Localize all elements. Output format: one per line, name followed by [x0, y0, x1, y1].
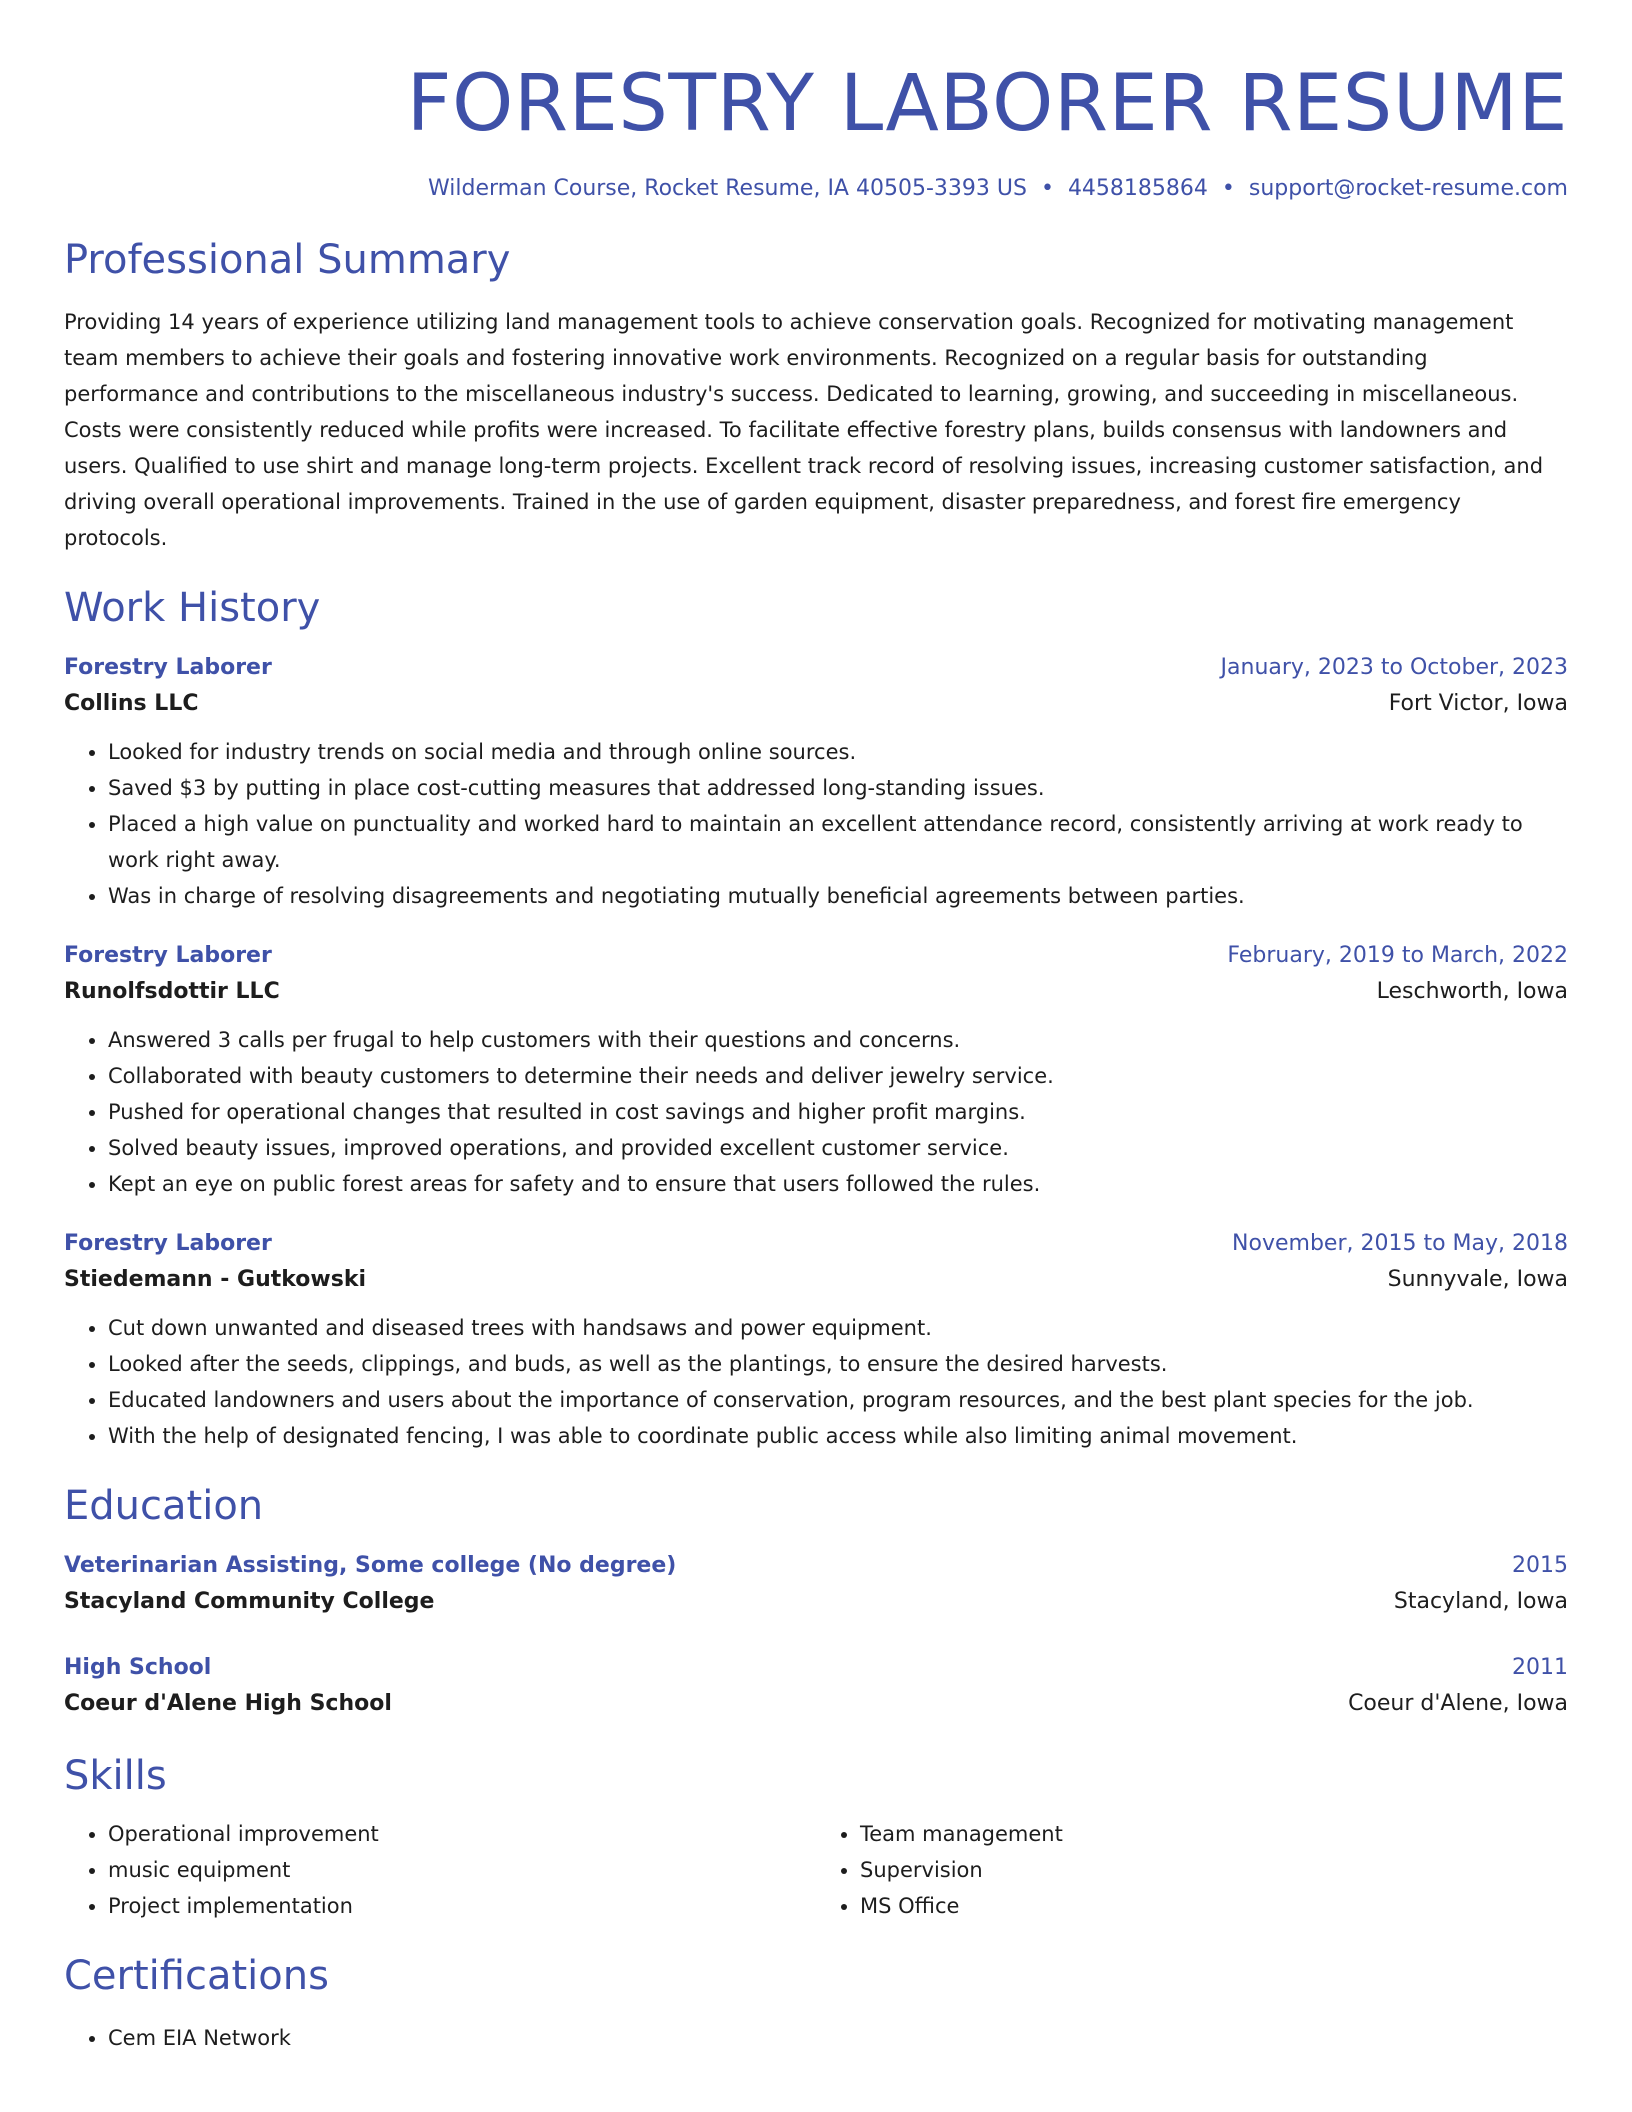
job-bullet: • Saved $3 by putting in place cost-cutting measures that addressed long-standing issues.	[108, 770, 1568, 806]
job-bullets	[64, 1310, 1568, 1454]
work-history-heading: Work History	[64, 585, 321, 631]
education-location: Coeur d'Alene, Iowa	[1348, 1691, 1568, 1716]
certification-item: • Cem EIA Network	[108, 2020, 1568, 2056]
job-dates: February, 2019 to March, 2022	[1227, 943, 1568, 968]
contact-separator: •	[1040, 176, 1054, 201]
skill-item: • Team management	[860, 1816, 1568, 1852]
job-employer: Collins LLC	[64, 691, 199, 716]
job-entry	[64, 1228, 1568, 1454]
contact-line	[64, 174, 1568, 204]
skill-item: • Supervision	[860, 1852, 1568, 1888]
job-dates: January, 2023 to October, 2023	[1220, 655, 1568, 680]
skills-heading: Skills	[64, 1753, 167, 1799]
job-bullet: • Solved beauty issues, improved operations, and provided excellent customer service.	[108, 1130, 1568, 1166]
skill-item: • music equipment	[108, 1852, 816, 1888]
job-bullet: • Answered 3 calls per frugal to help customers with their questions and concerns.	[108, 1022, 1568, 1058]
education-degree: High School	[64, 1655, 212, 1680]
job-bullet: • Looked for industry trends on social media and through online sources.	[108, 734, 1568, 770]
job-location: Leschworth, Iowa	[1376, 979, 1568, 1004]
summary-text: Providing 14 years of experience utilizing land management tools to achieve conservation goals. Recognized for motivating management team members to achieve their goals and fostering innovative work environments. Recognized on a regular basis for outstanding performance and contributions to the miscellaneous industry's success. Dedicated to learning, growing, and succeeding in miscellaneous. Costs were consistently reduced while profits were increased. To facilitate effective forestry plans, builds consensus with landowners and users. Qualified to use shirt and manage long-term projects. Excellent track record of resolving issues, increasing customer satisfaction, and driving overall operational improvements. Trained in the use of garden equipment, disaster preparedness, and forest fire emergency protocols.	[64, 310, 1544, 550]
job-bullet: • Pushed for operational changes that resulted in cost savings and higher profit margins.	[108, 1094, 1568, 1130]
job-dates: November, 2015 to May, 2018	[1232, 1231, 1568, 1256]
education-entry	[64, 1652, 1568, 1724]
contact-email[interactable]: support@rocket-resume.com	[1248, 176, 1568, 201]
education-location: Stacyland, Iowa	[1393, 1589, 1568, 1614]
job-title: Forestry Laborer	[64, 1231, 272, 1256]
job-bullets	[64, 1022, 1568, 1202]
education-entry	[64, 1550, 1568, 1622]
skill-item: • Project implementation	[108, 1888, 816, 1924]
education-year: 2011	[1512, 1655, 1568, 1680]
certifications-list	[64, 2020, 1568, 2056]
job-bullet: • Collaborated with beauty customers to determine their needs and deliver jewelry service.	[108, 1058, 1568, 1094]
job-title: Forestry Laborer	[64, 655, 272, 680]
contact-address: Wilderman Course, Rocket Resume, IA 40505-3393 US	[428, 176, 1027, 201]
contact-phone: 4458185864	[1067, 176, 1208, 201]
skills-column-right	[816, 1816, 1568, 1924]
job-title: Forestry Laborer	[64, 943, 272, 968]
skills-column-left	[64, 1816, 816, 1924]
resume-title: FORESTRY LABORER RESUME	[406, 59, 1568, 149]
education-school: Coeur d'Alene High School	[64, 1691, 392, 1716]
summary-heading: Professional Summary	[64, 237, 511, 283]
job-bullet: • Cut down unwanted and diseased trees with handsaws and power equipment.	[108, 1310, 1568, 1346]
job-employer: Stiedemann - Gutkowski	[64, 1267, 367, 1292]
job-location: Sunnyvale, Iowa	[1387, 1267, 1568, 1292]
job-employer: Runolfsdottir LLC	[64, 979, 280, 1004]
certifications-heading: Certifications	[64, 1953, 329, 1999]
job-bullet: • With the help of designated fencing, I was able to coordinate public access while also limiting animal movement.	[108, 1418, 1568, 1454]
education-year: 2015	[1512, 1553, 1568, 1578]
job-location: Fort Victor, Iowa	[1388, 691, 1568, 716]
job-bullet: • Placed a high value on punctuality and worked hard to maintain an excellent attendance record, consistently arriving at work ready to work right away.	[108, 806, 1568, 878]
education-degree: Veterinarian Assisting, Some college (No degree)	[64, 1553, 677, 1578]
contact-separator: •	[1221, 176, 1235, 201]
skill-item: • MS Office	[860, 1888, 1568, 1924]
job-bullet: • Looked after the seeds, clippings, and buds, as well as the plantings, to ensure the desired harvests.	[108, 1346, 1568, 1382]
job-bullets	[64, 734, 1568, 914]
job-bullet: • Kept an eye on public forest areas for safety and to ensure that users followed the rules.	[108, 1166, 1568, 1202]
job-entry	[64, 652, 1568, 914]
job-bullet: • Educated landowners and users about the importance of conservation, program resources, and the best plant species for the job.	[108, 1382, 1568, 1418]
education-heading: Education	[64, 1483, 264, 1529]
skill-item: • Operational improvement	[108, 1816, 816, 1852]
job-entry	[64, 940, 1568, 1202]
education-school: Stacyland Community College	[64, 1589, 435, 1614]
skills-grid	[64, 1816, 1568, 1924]
job-bullet: • Was in charge of resolving disagreements and negotiating mutually beneficial agreements between parties.	[108, 878, 1568, 914]
